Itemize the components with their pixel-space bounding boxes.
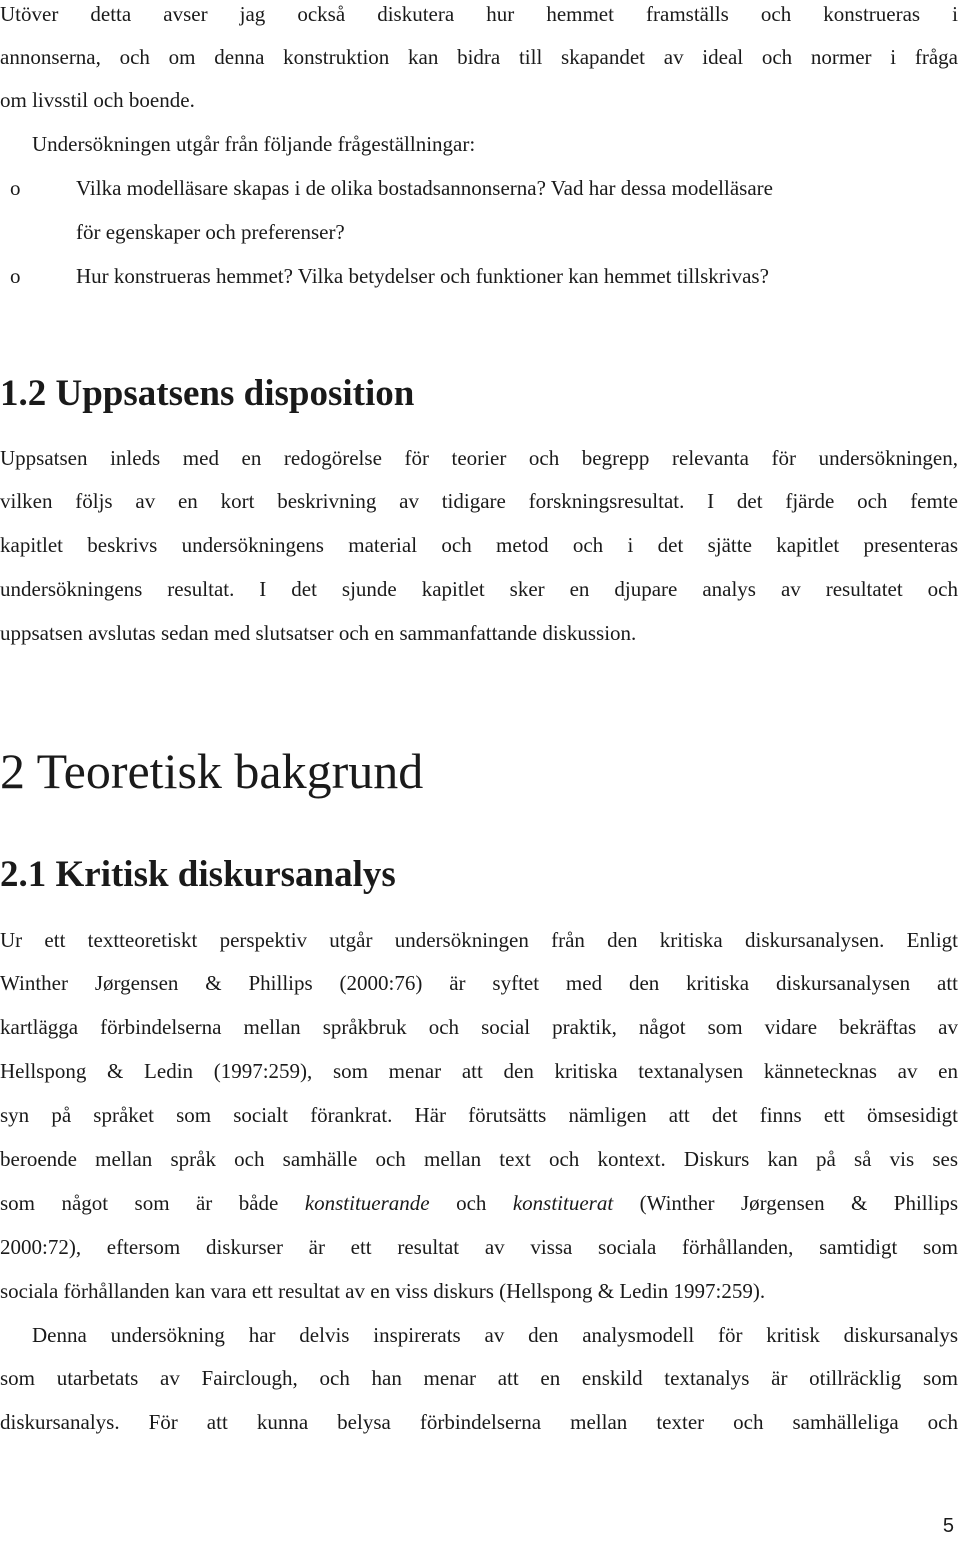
body-line: Winther Jørgensen & Phillips (2000:76) är syftet med den kritiska diskursanalysen att — [0, 971, 958, 995]
chapter-heading-2: 2 Teoretisk bakgrund — [0, 743, 424, 799]
body-line: beroende mellan språk och samhälle och mellan text och kontext. Diskurs kan på så vis ses — [0, 1147, 958, 1171]
page-number: 5 — [942, 1515, 954, 1537]
emphasis-konstituerande: konstituerande — [304, 1191, 430, 1215]
intro-line: om livsstil och boende. — [0, 88, 195, 112]
body-line: Uppsatsen inleds med en redogörelse för teorier och begrepp relevanta för undersökningen, — [0, 446, 958, 470]
intro-line: annonserna, och om denna konstruktion kan bidra till skapandet av ideal och normer i fråga — [0, 45, 958, 69]
body-line: Denna undersökning har delvis inspirerats av den analysmodell för kritisk diskursanalys — [32, 1323, 958, 1347]
body-line: som utarbetats av Fairclough, och han menar att en enskild textanalys är otillräcklig som — [0, 1366, 958, 1390]
emphasis-konstituerat: konstituerat — [512, 1191, 614, 1215]
body-line: kapitlet beskrivs undersökningens material och metod och i det sjätte kapitlet presenteras — [0, 533, 958, 557]
body-line: sociala förhållanden kan vara ett resultat av en viss diskurs (Hellspong & Ledin 1997:259). — [0, 1279, 766, 1303]
section-heading-1-2: 1.2 Uppsatsens disposition — [0, 373, 415, 414]
section-heading-2-1: 2.1 Kritisk diskursanalys — [0, 854, 396, 895]
text-run: och — [429, 1191, 513, 1215]
questions-intro: Undersökningen utgår från följande frågeställningar: — [32, 132, 476, 156]
body-line: Hellspong & Ledin (1997:259), som menar att den kritiska textanalysen kännetecknas av en — [0, 1059, 958, 1083]
text-run: som något som är både — [0, 1191, 305, 1215]
body-line: kartlägga förbindelserna mellan språkbruk och social praktik, något som vidare bekräftas av — [0, 1015, 958, 1039]
body-line-with-emphasis — [0, 1189, 958, 1217]
question-item: Hur konstrueras hemmet? Vilka betydelser och funktioner kan hemmet tillskrivas? — [76, 264, 769, 288]
body-line: syn på språket som socialt förankrat. Här förutsätts nämligen att det finns ett ömsesidigt — [0, 1103, 958, 1127]
body-line: Ur ett textteoretiskt perspektiv utgår undersökningen från den kritiska diskursanalysen. Enligt — [0, 928, 958, 952]
body-line: undersökningens resultat. I det sjunde kapitlet sker en djupare analys av resultatet och — [0, 577, 958, 601]
question-item: Vilka modelläsare skapas i de olika bostadsannonserna? Vad har dessa modelläsare — [76, 176, 773, 200]
body-line: 2000:72), eftersom diskurser är ett resultat av vissa sociala förhållanden, samtidigt som — [0, 1235, 958, 1259]
bullet-marker: o — [10, 264, 21, 288]
body-line: vilken följs av en kort beskrivning av tidigare forskningsresultat. I det fjärde och femte — [0, 489, 958, 513]
intro-line: Utöver detta avser jag också diskutera hur hemmet framställs och konstrueras i — [0, 2, 958, 26]
bullet-marker: o — [10, 176, 21, 200]
text-run: (Winther Jørgensen & Phillips — [613, 1191, 958, 1215]
question-item-continuation: för egenskaper och preferenser? — [76, 220, 345, 244]
body-line: uppsatsen avslutas sedan med slutsatser och en sammanfattande diskussion. — [0, 621, 637, 645]
body-line: diskursanalys. För att kunna belysa förbindelserna mellan texter och samhälleliga och — [0, 1410, 958, 1434]
